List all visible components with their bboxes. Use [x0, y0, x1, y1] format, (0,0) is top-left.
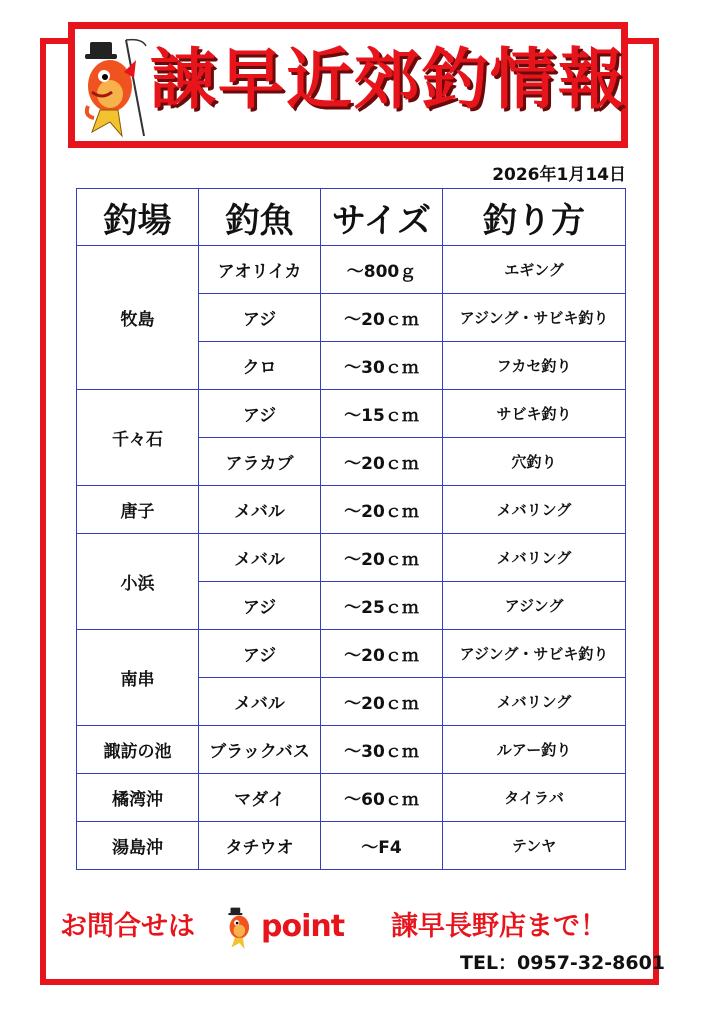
cell-size: ～20ｃｍ [321, 294, 443, 342]
cell-method: テンヤ [443, 822, 626, 870]
table-row [77, 390, 626, 438]
cell-fish: マダイ [199, 774, 321, 822]
table-row [77, 246, 626, 294]
cell-fish: ブラックバス [199, 726, 321, 774]
cell-method: アジング [443, 582, 626, 630]
cell-fish: メバル [199, 486, 321, 534]
cell-method: ルアー釣り [443, 726, 626, 774]
cell-method: エギング [443, 246, 626, 294]
cell-place: 諏訪の池 [77, 726, 199, 774]
cell-method: アジング・サビキ釣り [443, 294, 626, 342]
cell-method: メバリング [443, 534, 626, 582]
page-title: 諫早近郊釣情報 [150, 41, 626, 118]
store-brand-logo: point [261, 909, 345, 944]
cell-size: ～20ｃｍ [321, 486, 443, 534]
cell-fish: アジ [199, 390, 321, 438]
cell-place: 千々石 [77, 390, 199, 486]
column-header-method: 釣り方 [443, 189, 626, 246]
table-row [77, 630, 626, 678]
cell-place: 唐子 [77, 486, 199, 534]
cell-size: ～F4 [321, 822, 443, 870]
cell-fish: メバル [199, 534, 321, 582]
cell-method: メバリング [443, 486, 626, 534]
footer-store-text: 諫早長野店まで！ [391, 911, 607, 942]
cell-fish: クロ [199, 342, 321, 390]
cell-fish: アジ [199, 630, 321, 678]
cell-place: 牧島 [77, 246, 199, 390]
cell-size: ～25ｃｍ [321, 582, 443, 630]
telephone-number: TEL：0957-32-8601 [460, 952, 666, 974]
table-row [77, 486, 626, 534]
cell-size: ～30ｃｍ [321, 342, 443, 390]
cell-fish: アオリイカ [199, 246, 321, 294]
column-header-place: 釣場 [77, 189, 199, 246]
cell-method: フカセ釣り [443, 342, 626, 390]
cell-fish: アジ [199, 582, 321, 630]
cell-place: 橘湾沖 [77, 774, 199, 822]
contact-footer [56, 905, 656, 949]
fishing-info-table [76, 188, 626, 870]
column-header-size: サイズ [321, 189, 443, 246]
cell-size: ～60ｃｍ [321, 774, 443, 822]
cell-size: ～30ｃｍ [321, 726, 443, 774]
cell-method: アジング・サビキ釣り [443, 630, 626, 678]
cell-size: ～20ｃｍ [321, 630, 443, 678]
cell-size: ～800ｇ [321, 246, 443, 294]
cell-fish: アジ [199, 294, 321, 342]
table-row [77, 774, 626, 822]
cell-method: タイラバ [443, 774, 626, 822]
cell-fish: アラカブ [199, 438, 321, 486]
cell-place: 南串 [77, 630, 199, 726]
cell-method: メバリング [443, 678, 626, 726]
cell-size: ～15ｃｍ [321, 390, 443, 438]
footer-lead-text: お問合せは [60, 911, 195, 942]
cell-place: 小浜 [77, 534, 199, 630]
cell-place: 湯島沖 [77, 822, 199, 870]
cell-size: ～20ｃｍ [321, 534, 443, 582]
cell-fish: メバル [199, 678, 321, 726]
cell-method: サビキ釣り [443, 390, 626, 438]
table-header-row [77, 189, 626, 246]
cell-fish: タチウオ [199, 822, 321, 870]
table-row [77, 726, 626, 774]
cell-size: ～20ｃｍ [321, 678, 443, 726]
report-date: 2026年1月14日 [492, 165, 626, 185]
table-row [77, 822, 626, 870]
column-header-fish: 釣魚 [199, 189, 321, 246]
cell-size: ～20ｃｍ [321, 438, 443, 486]
mascot-fish-icon [226, 905, 258, 951]
mascot-fish-icon [82, 36, 150, 140]
table-row [77, 534, 626, 582]
cell-method: 穴釣り [443, 438, 626, 486]
